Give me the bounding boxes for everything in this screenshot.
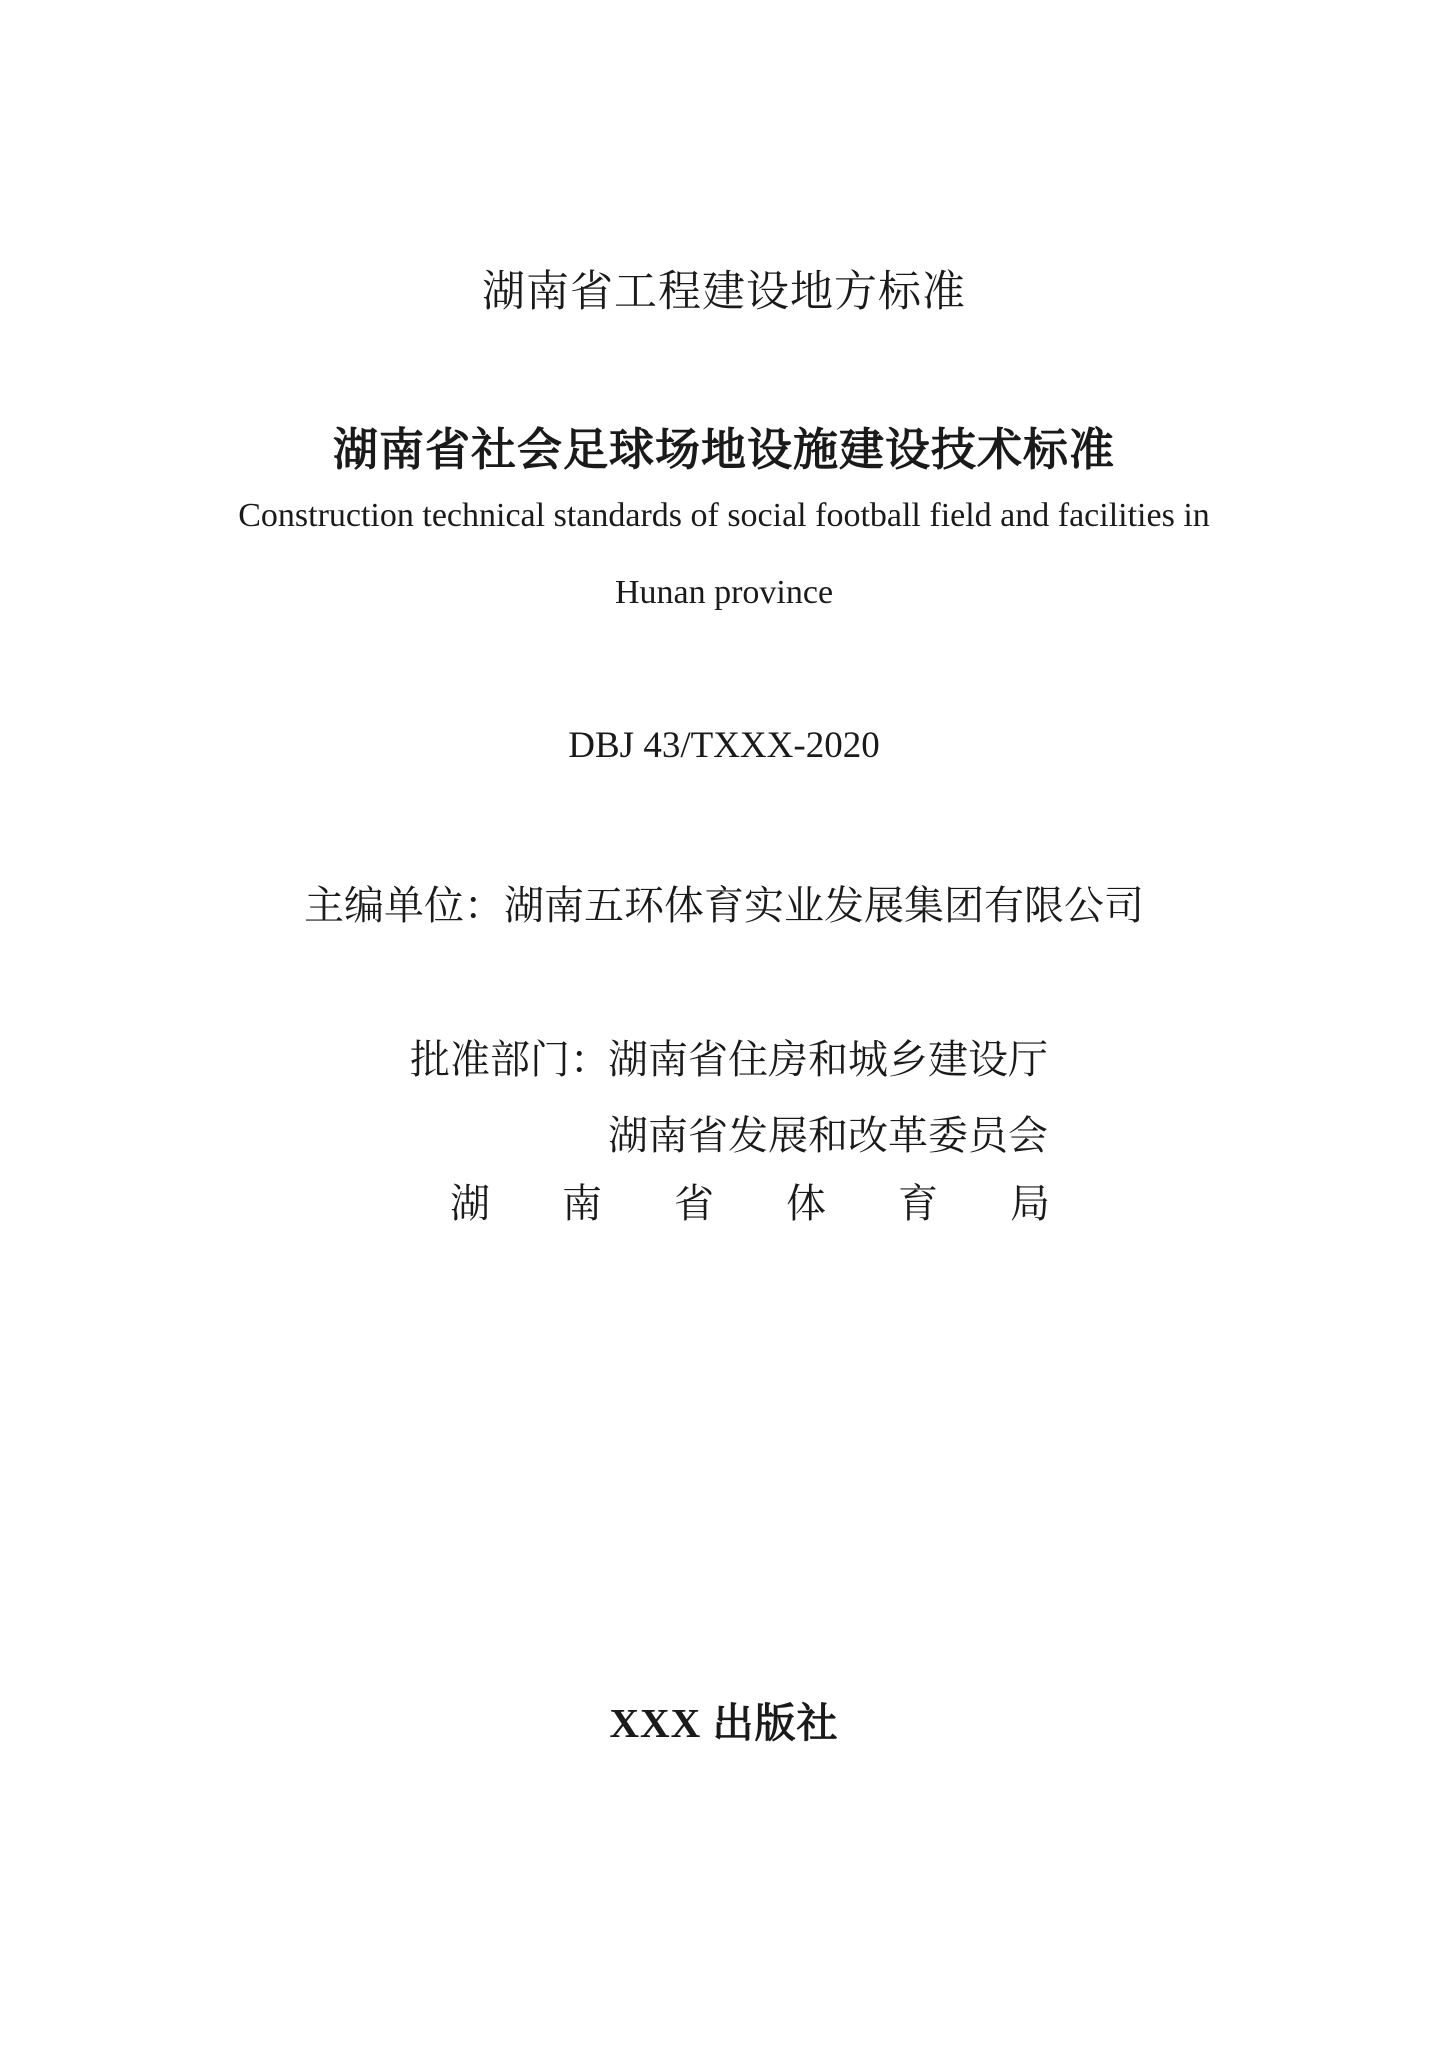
sports-bureau-char: 省 (674, 1181, 714, 1226)
english-title-line-1: Construction technical standards of social football field and facilities in (238, 497, 1210, 534)
approval-department-sports-bureau (450, 1166, 1050, 1242)
approval-departments (410, 1022, 1050, 1226)
sports-bureau-char: 育 (898, 1181, 938, 1226)
main-title: 湖南省社会足球场地设施建设技术标准 (332, 425, 1115, 475)
publisher: XXX 出版社 (609, 1700, 839, 1746)
approval-row-1 (410, 1022, 1050, 1098)
chief-editor-unit: 主编单位：湖南五环体育实业发展集团有限公司 (304, 883, 1144, 928)
approval-department-housing: 湖南省住房和城乡建设厅 (608, 1037, 1048, 1082)
approval-row-2 (410, 1098, 1050, 1174)
sports-bureau-char: 体 (786, 1181, 826, 1226)
standard-code: DBJ 43/TXXX-2020 (568, 725, 880, 766)
approval-label: 批准部门： (410, 1037, 610, 1082)
approval-department-development: 湖南省发展和改革委员会 (608, 1113, 1048, 1158)
sports-bureau-char: 湖 (450, 1181, 490, 1226)
sports-bureau-char: 局 (1010, 1181, 1050, 1226)
sports-bureau-char: 南 (562, 1181, 602, 1226)
series-title: 湖南省工程建设地方标准 (482, 269, 966, 316)
english-title-line-2: Hunan province (614, 574, 834, 611)
